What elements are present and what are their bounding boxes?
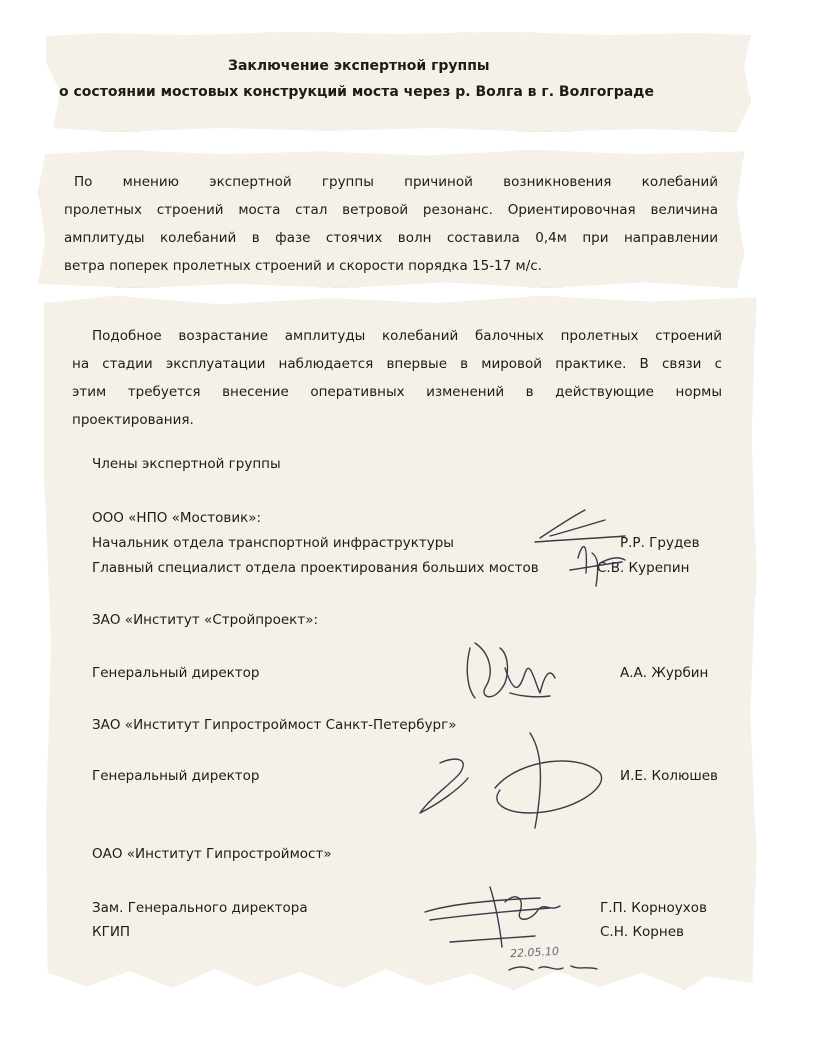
signature-zhurbin [455,628,565,713]
signer-position: Генеральный директор [92,768,260,784]
signer-position: Генеральный директор [92,665,260,681]
handwritten-date: 22.05.10 [509,944,560,961]
excerpt-1-line: пролетных строений моста стал ветровой резонанс. Ориентировочная величина [64,202,718,218]
excerpt-2-line: Подобное возрастание амплитуды колебаний балочных пролетных строений [92,328,722,344]
excerpt-2-line: этим требуется внесение оперативных изменений в действующие нормы [72,384,722,400]
signer-position: КГИП [92,924,131,940]
excerpt-1-paragraph [64,168,718,280]
signer-name: И.Е. Колюшев [620,768,718,784]
excerpt-1-line: амплитуды колебаний в фазе стоячих волн составила 0,4м при направлении [64,230,718,246]
members-heading: Члены экспертной группы [92,456,281,472]
signer-name: С.Н. Корнев [600,924,684,940]
signature-grudev-kurepin [530,498,630,593]
signature-kornoukhov [420,872,580,952]
document-title: Заключение экспертной группы [228,58,490,74]
org-name: ООО «НПО «Мостовик»: [92,510,262,526]
signature-kolyushev [410,718,610,838]
signer-position: Зам. Генерального директора [92,900,308,916]
signer-position: Начальник отдела транспортной инфраструктуры [92,535,454,551]
signer-name: А.А. Журбин [620,665,709,681]
excerpt-1-line: ветра поперек пролетных строений и скорости порядка 15-17 м/с. [64,258,542,274]
signer-name: Г.П. Корноухов [600,900,707,916]
excerpt-2-paragraph [72,322,722,434]
title-strip [46,32,751,132]
document-subtitle: о состоянии мостовых конструкций моста через р. Волга в г. Волгограде [59,84,654,100]
excerpt-2-line: на стадии эксплуатации наблюдается впервые в мировой практике. В связи с [72,356,722,372]
signer-name: С.В. Курепин [597,560,690,576]
signer-name: Р.Р. Грудев [620,535,700,551]
org-name: ЗАО «Институт «Стройпроект»: [92,612,318,628]
excerpt-1-line: По мнению экспертной группы причиной возникновения колебаний [74,174,718,190]
excerpt-2-line: проектирования. [72,412,194,428]
signer-position: Главный специалист отдела проектирования больших мостов [92,560,539,576]
org-name: ЗАО «Институт Гипростроймост Санкт-Петербург» [92,717,457,733]
org-name: ОАО «Институт Гипростроймост» [92,846,332,862]
